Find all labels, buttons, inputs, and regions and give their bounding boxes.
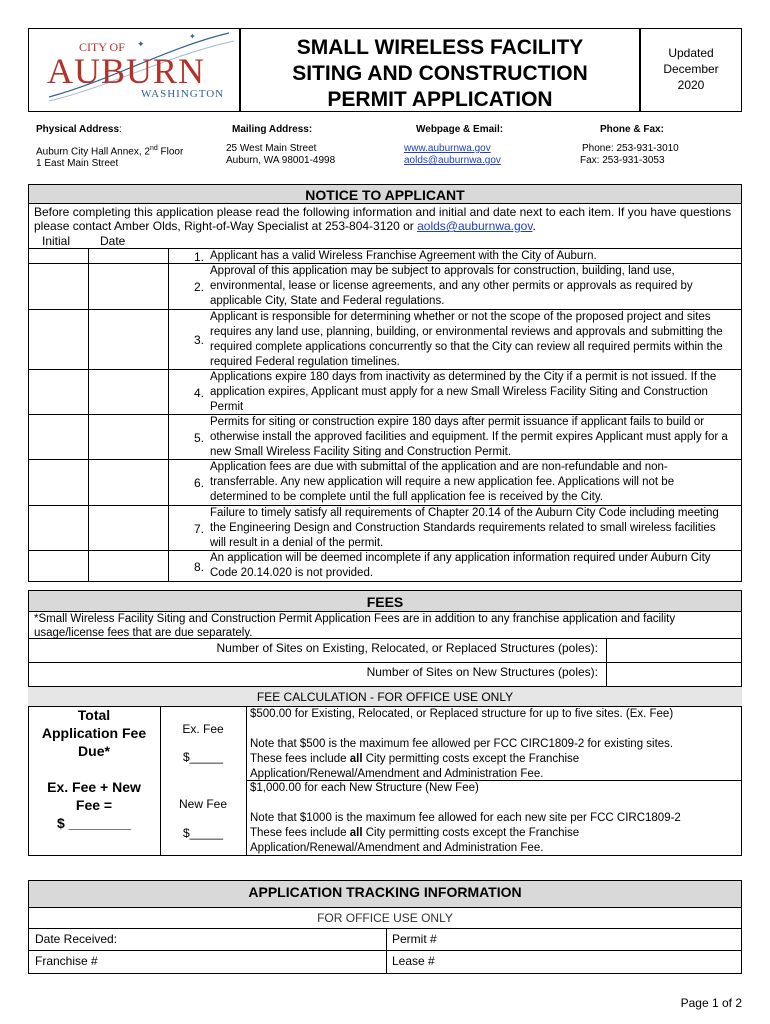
existing-sites-label: Number of Sites on Existing, Relocated, or Replaced Structures (poles):: [216, 641, 598, 655]
item-number: 5.: [193, 430, 204, 445]
item-number: 2.: [193, 280, 204, 294]
ex-fee-label: Ex. Fee: [182, 722, 224, 736]
initial-input[interactable]: [28, 415, 89, 459]
tracking-subheading: FOR OFFICE USE ONLY: [317, 911, 453, 925]
initial-input[interactable]: [28, 264, 89, 309]
title-line-1: SMALL WIRELESS FACILITY: [296, 36, 584, 59]
ex-fee-input[interactable]: $_____: [182, 750, 224, 764]
logo-box: [28, 28, 240, 112]
permit-number-field[interactable]: Permit #: [392, 932, 437, 946]
updated-date: [640, 28, 742, 112]
updated-line-2: December: [663, 62, 719, 76]
item-number: 4.: [193, 385, 204, 400]
initial-input[interactable]: [28, 370, 89, 414]
notice-item-row: [28, 248, 742, 263]
item-text: Applicant is responsible for determining whether or not the scope of the proposed project and sites requires any land use, planning, building, or environmental reviews and approvals and submitting the required complete applications concurrently so that the City can review all required permits within the required Federal regulation timelines.: [210, 311, 723, 368]
title-line-2: SITING AND CONSTRUCTION: [292, 62, 588, 85]
existing-sites-input[interactable]: [606, 638, 742, 662]
new-fee-rate: $1,000.00 for each New Structure (New Fee): [250, 782, 479, 794]
date-input[interactable]: [88, 506, 169, 550]
physical-address-label: Physical Address:: [36, 124, 122, 135]
notice-item-row: [28, 459, 742, 505]
existing-fee-rate: $500.00 for Existing, Relocated, or Replaced structure for up to five sites. (Ex. Fee): [250, 708, 674, 720]
new-fee-label: New Fee: [178, 797, 228, 811]
initial-input[interactable]: [28, 310, 89, 369]
phone-fax-label: Phone & Fax:: [600, 124, 664, 135]
logo-auburn: AUBURN: [47, 51, 206, 91]
initial-input[interactable]: [28, 551, 89, 582]
web-email: [404, 124, 503, 167]
item-text: Failure to timely satisfy all requirements of Chapter 20.14 of the Auburn City Code including meeting the Engineering Design and Construction Standards requirements related to small wireless facilities will result in a denial of the permit.: [210, 507, 719, 549]
new-fee-input[interactable]: $_____: [182, 826, 224, 840]
date-received-field[interactable]: Date Received:: [35, 932, 118, 946]
notice-column-headers: [28, 234, 742, 248]
logo-city-of: CITY OF: [79, 40, 125, 54]
initial-input[interactable]: [28, 460, 89, 505]
logo-star-icon: ✦: [189, 32, 196, 41]
lease-number-field[interactable]: Lease #: [392, 954, 435, 968]
total-fee-input[interactable]: $ ________: [57, 815, 131, 831]
franchise-number-field[interactable]: Franchise #: [35, 954, 98, 968]
item-number: 7.: [193, 521, 204, 536]
website-link[interactable]: www.auburnwa.gov: [404, 143, 491, 154]
initial-input[interactable]: [28, 249, 89, 263]
total-fee-label: Total Application Fee Due*: [41, 707, 147, 759]
notice-item-row: [28, 550, 742, 582]
logo-washington: WASHINGTON: [141, 88, 225, 100]
new-sites-input[interactable]: [606, 662, 742, 686]
updated-line-1: Updated: [668, 46, 714, 60]
web-email-label: Webpage & Email:: [416, 124, 504, 135]
date-input[interactable]: [88, 249, 169, 263]
email-link[interactable]: aolds@auburnwa.gov: [404, 155, 501, 166]
physical-address: [36, 124, 183, 170]
notice-item-row: [28, 414, 742, 459]
fees-heading: FEES: [28, 590, 742, 612]
logo-star-icon: ✦: [137, 39, 145, 49]
title-line-3: PERMIT APPLICATION: [327, 88, 553, 111]
mailing-address-line-1: 25 West Main Street: [226, 143, 317, 154]
mailing-address: [226, 124, 335, 167]
notice-intro: Before completing this application please read the following information and initial and date next to each item. If you have questions please contact Amber Olds, Right-of-Way Specialist at 253-804-3120 or aolds@auburnwa.gov.: [34, 205, 732, 233]
date-input[interactable]: [88, 264, 169, 309]
form-title: [240, 28, 640, 112]
new-sites-label: Number of Sites on New Structures (poles):: [366, 665, 598, 679]
date-input[interactable]: [88, 310, 169, 369]
item-text: Applications expire 180 days from inactivity as determined by the City if a permit is not issued. If the application expires, Applicant must apply for a new Small Wireless Facility Siting and Construction Permit: [210, 371, 717, 413]
new-fee-note: Note that $1000 is the maximum fee allowed for each new site per FCC CIRC1809-2 These fees include all City permitting costs except the Franchise Application/Renewal/Amendment and Administration Fee.: [250, 812, 681, 854]
date-input[interactable]: [88, 415, 169, 459]
tracking-heading: APPLICATION TRACKING INFORMATION: [28, 880, 742, 908]
fee-formula-label: Ex. Fee + New Fee =: [47, 779, 141, 813]
date-input[interactable]: [88, 551, 169, 582]
mailing-address-line-2: Auburn, WA 98001-4998: [226, 155, 336, 166]
page-number: Page 1 of 2: [680, 996, 742, 1010]
item-text: Applicant has a valid Wireless Franchise Agreement with the City of Auburn.: [210, 250, 597, 262]
item-number: 3.: [193, 333, 204, 347]
item-text: Approval of this application may be subject to approvals for construction, building, land use, environmental, lease or license agreements, and any other permits or approvals as required by applicable City, State and Federal regulations.: [210, 265, 693, 307]
notice-item-row: [28, 309, 742, 369]
mailing-address-label: Mailing Address:: [232, 124, 313, 135]
divider: [28, 928, 742, 929]
notice-item-row: [28, 369, 742, 414]
fax-number: Fax: 253-931-3053: [580, 155, 665, 166]
divider: [386, 928, 387, 974]
item-number: 1.: [193, 249, 204, 264]
phone-fax: [580, 124, 679, 167]
tracking-frame: [28, 880, 742, 974]
existing-fee-note: Note that $500 is the maximum fee allowed per FCC CIRC1809-2 for existing sites. These fees include all City permitting costs except the Franchise Application/Renewal/Amendment and Administration Fee.: [250, 738, 674, 780]
physical-address-line-2: 1 East Main Street: [36, 158, 119, 170]
date-input[interactable]: [88, 460, 169, 505]
item-text: Application fees are due with submittal of the application and are non-refundable and non-transferrable. Any new application will require a new application fee. Applications will not be determined to be complete until the full application fee is received by the City.: [210, 461, 675, 503]
fee-calculation-heading: FEE CALCULATION - FOR OFFICE USE ONLY: [28, 686, 742, 706]
item-number: 8.: [193, 560, 204, 574]
fees-note: *Small Wireless Facility Siting and Construction Permit Application Fees are in addition to any franchise application and facility usage/license fees that are due separately.: [34, 613, 676, 639]
physical-address-line-1: Auburn City Hall Annex, 2nd Floor: [36, 145, 184, 158]
item-text: An application will be deemed incomplete if any application information required under Auburn City Code 20.14.020 is not provided.: [210, 552, 711, 579]
notice-item-row: [28, 505, 742, 550]
item-text: Permits for siting or construction expire 180 days after permit issuance if applicant fails to build or otherwise install the approved facilities and equipment. If the permit expires Applicant must apply for a new Small Wireless Facility Siting and Construction Permit.: [210, 416, 728, 458]
initial-input[interactable]: [28, 506, 89, 550]
notice-heading: NOTICE TO APPLICANT: [28, 184, 742, 204]
date-column-header: Date: [100, 234, 126, 248]
initial-column-header: Initial: [42, 234, 71, 248]
notice-item-row: [28, 263, 742, 309]
divider: [28, 950, 742, 951]
divider: [246, 706, 247, 856]
date-input[interactable]: [88, 370, 169, 414]
phone-number: Phone: 253-931-3010: [582, 143, 679, 154]
contact-email-link[interactable]: aolds@auburnwa.gov: [417, 219, 533, 233]
city-logo: [29, 29, 239, 111]
item-number: 6.: [193, 476, 204, 490]
updated-line-3: 2020: [677, 78, 705, 92]
